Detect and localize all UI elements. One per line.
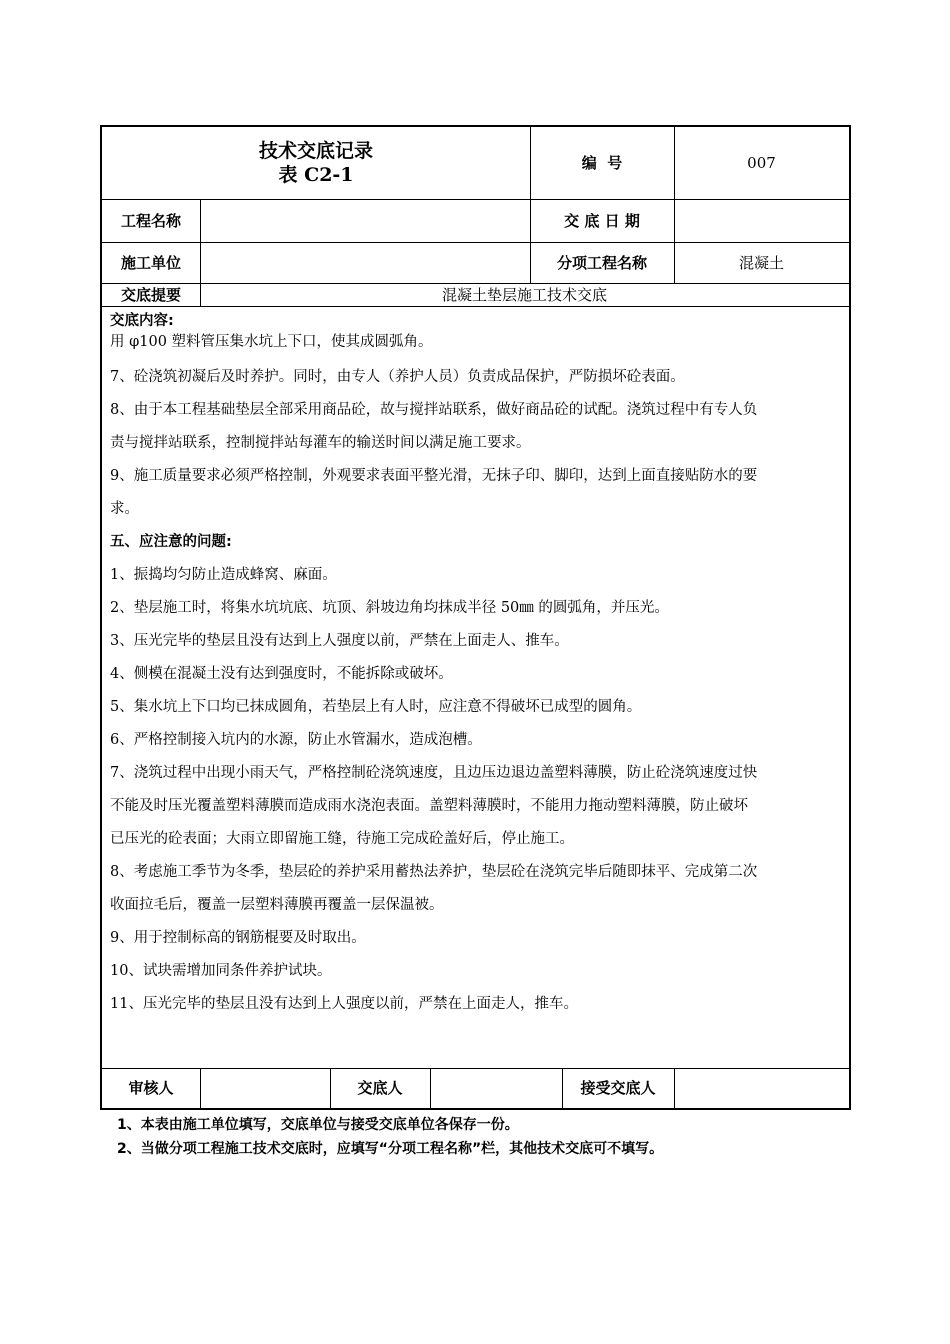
content-line: 不能及时压光覆盖塑料薄膜而造成雨水浇泡表面。盖塑料薄膜时，不能用力拖动塑料薄膜，防止破坏	[110, 798, 748, 814]
number-value[interactable]: 007	[747, 154, 776, 172]
content-line: 用 φ100 塑料管压集水坑上下口，使其成圆弧角。	[110, 334, 433, 350]
content-line: 2、垫层施工时，将集水坑坑底、坑顶、斜坡边角均抹成半径 50㎜ 的圆弧角，并压光。	[110, 600, 669, 616]
content-line: 11、压光完毕的垫层且没有达到上人强度以前，严禁在上面走人，推车。	[110, 996, 578, 1012]
project-name-field[interactable]	[200, 199, 530, 242]
content-line: 已压光的砼表面；大雨立即留施工缝，待施工完成砼盖好后，停止施工。	[110, 831, 574, 847]
content-line: 7、浇筑过程中出现小雨天气，严格控制砼浇筑速度，且边压边退边盖塑料薄膜，防止砼浇筑速度过快	[110, 765, 758, 781]
disclosure-record-form	[100, 125, 851, 1110]
content-line: 9、用于控制标高的钢筋棍要及时取出。	[110, 930, 366, 946]
form-code: 表 C2-1	[278, 164, 354, 186]
content-line: 10、试块需增加同条件养护试块。	[110, 963, 332, 979]
summary-field[interactable]: 混凝土垫层施工技术交底	[441, 285, 607, 304]
content-line: 7、砼浇筑初凝后及时养护。同时，由专人（养护人员）负责成品保护，严防损坏砼表面。	[110, 369, 685, 385]
row-divider	[102, 306, 849, 307]
content-line: 5、集水坑上下口均已抹成圆角，若垫层上有人时，应注意不得破坏已成型的圆角。	[110, 699, 642, 715]
date-field[interactable]	[674, 199, 849, 242]
number-label: 编 号	[581, 154, 623, 172]
sub-project-field[interactable]: 混凝土	[738, 253, 784, 272]
footnotes	[117, 1113, 837, 1161]
reviewer-field[interactable]	[200, 1068, 330, 1108]
content-line: 4、侧模在混凝土没有达到强度时，不能拆除或破坏。	[110, 666, 453, 682]
content-line: 9、施工质量要求必须严格控制，外观要求表面平整光滑，无抹子印、脚印，达到上面直接贴防水的要	[110, 468, 758, 484]
construction-unit-field[interactable]	[200, 242, 530, 283]
content-line: 1、振捣均匀防止造成蜂窝、麻面。	[110, 567, 337, 583]
discloser-label: 交底人	[357, 1079, 403, 1097]
content-line: 责与搅拌站联系，控制搅拌站每灌车的输送时间以满足施工要求。	[110, 435, 531, 451]
discloser-field[interactable]	[430, 1068, 562, 1108]
footnote: 1、本表由施工单位填写，交底单位与接受交底单位各保存一份。	[117, 1117, 519, 1133]
content-line: 6、严格控制接入坑内的水源，防止水管漏水，造成泡槽。	[110, 732, 482, 748]
content-line: 求。	[110, 501, 139, 517]
receiver-field[interactable]	[674, 1068, 849, 1108]
reviewer-label: 审核人	[128, 1079, 174, 1097]
form-title	[102, 127, 530, 199]
date-label: 交 底 日 期	[564, 211, 640, 230]
content-line: 8、由于本工程基础垫层全部采用商品砼，故与搅拌站联系，做好商品砼的试配。浇筑过程中有专人负	[110, 402, 758, 418]
content-line: 收面拉毛后，覆盖一层塑料薄膜再覆盖一层保温被。	[110, 897, 444, 913]
sub-project-label: 分项工程名称	[556, 253, 647, 272]
content-line: 3、压光完毕的垫层且没有达到上人强度以前，严禁在上面走人、推车。	[110, 633, 569, 649]
summary-label: 交底提要	[120, 285, 181, 304]
form-title-main: 技术交底记录	[258, 140, 373, 162]
project-name-label: 工程名称	[120, 211, 181, 230]
section5-heading: 五、应注意的问题:	[110, 534, 232, 550]
footnote: 2、当做分项工程施工技术交底时，应填写“分项工程名称”栏，其他技术交底可不填写。	[117, 1141, 664, 1157]
construction-unit-label: 施工单位	[120, 253, 181, 272]
disclosure-content	[110, 311, 844, 1051]
content-line: 8、考虑施工季节为冬季，垫层砼的养护采用蓄热法养护，垫层砼在浇筑完毕后随即抹平、完成第二次	[110, 864, 758, 880]
content-heading: 交底内容:	[110, 313, 174, 329]
receiver-label: 接受交底人	[580, 1079, 656, 1097]
